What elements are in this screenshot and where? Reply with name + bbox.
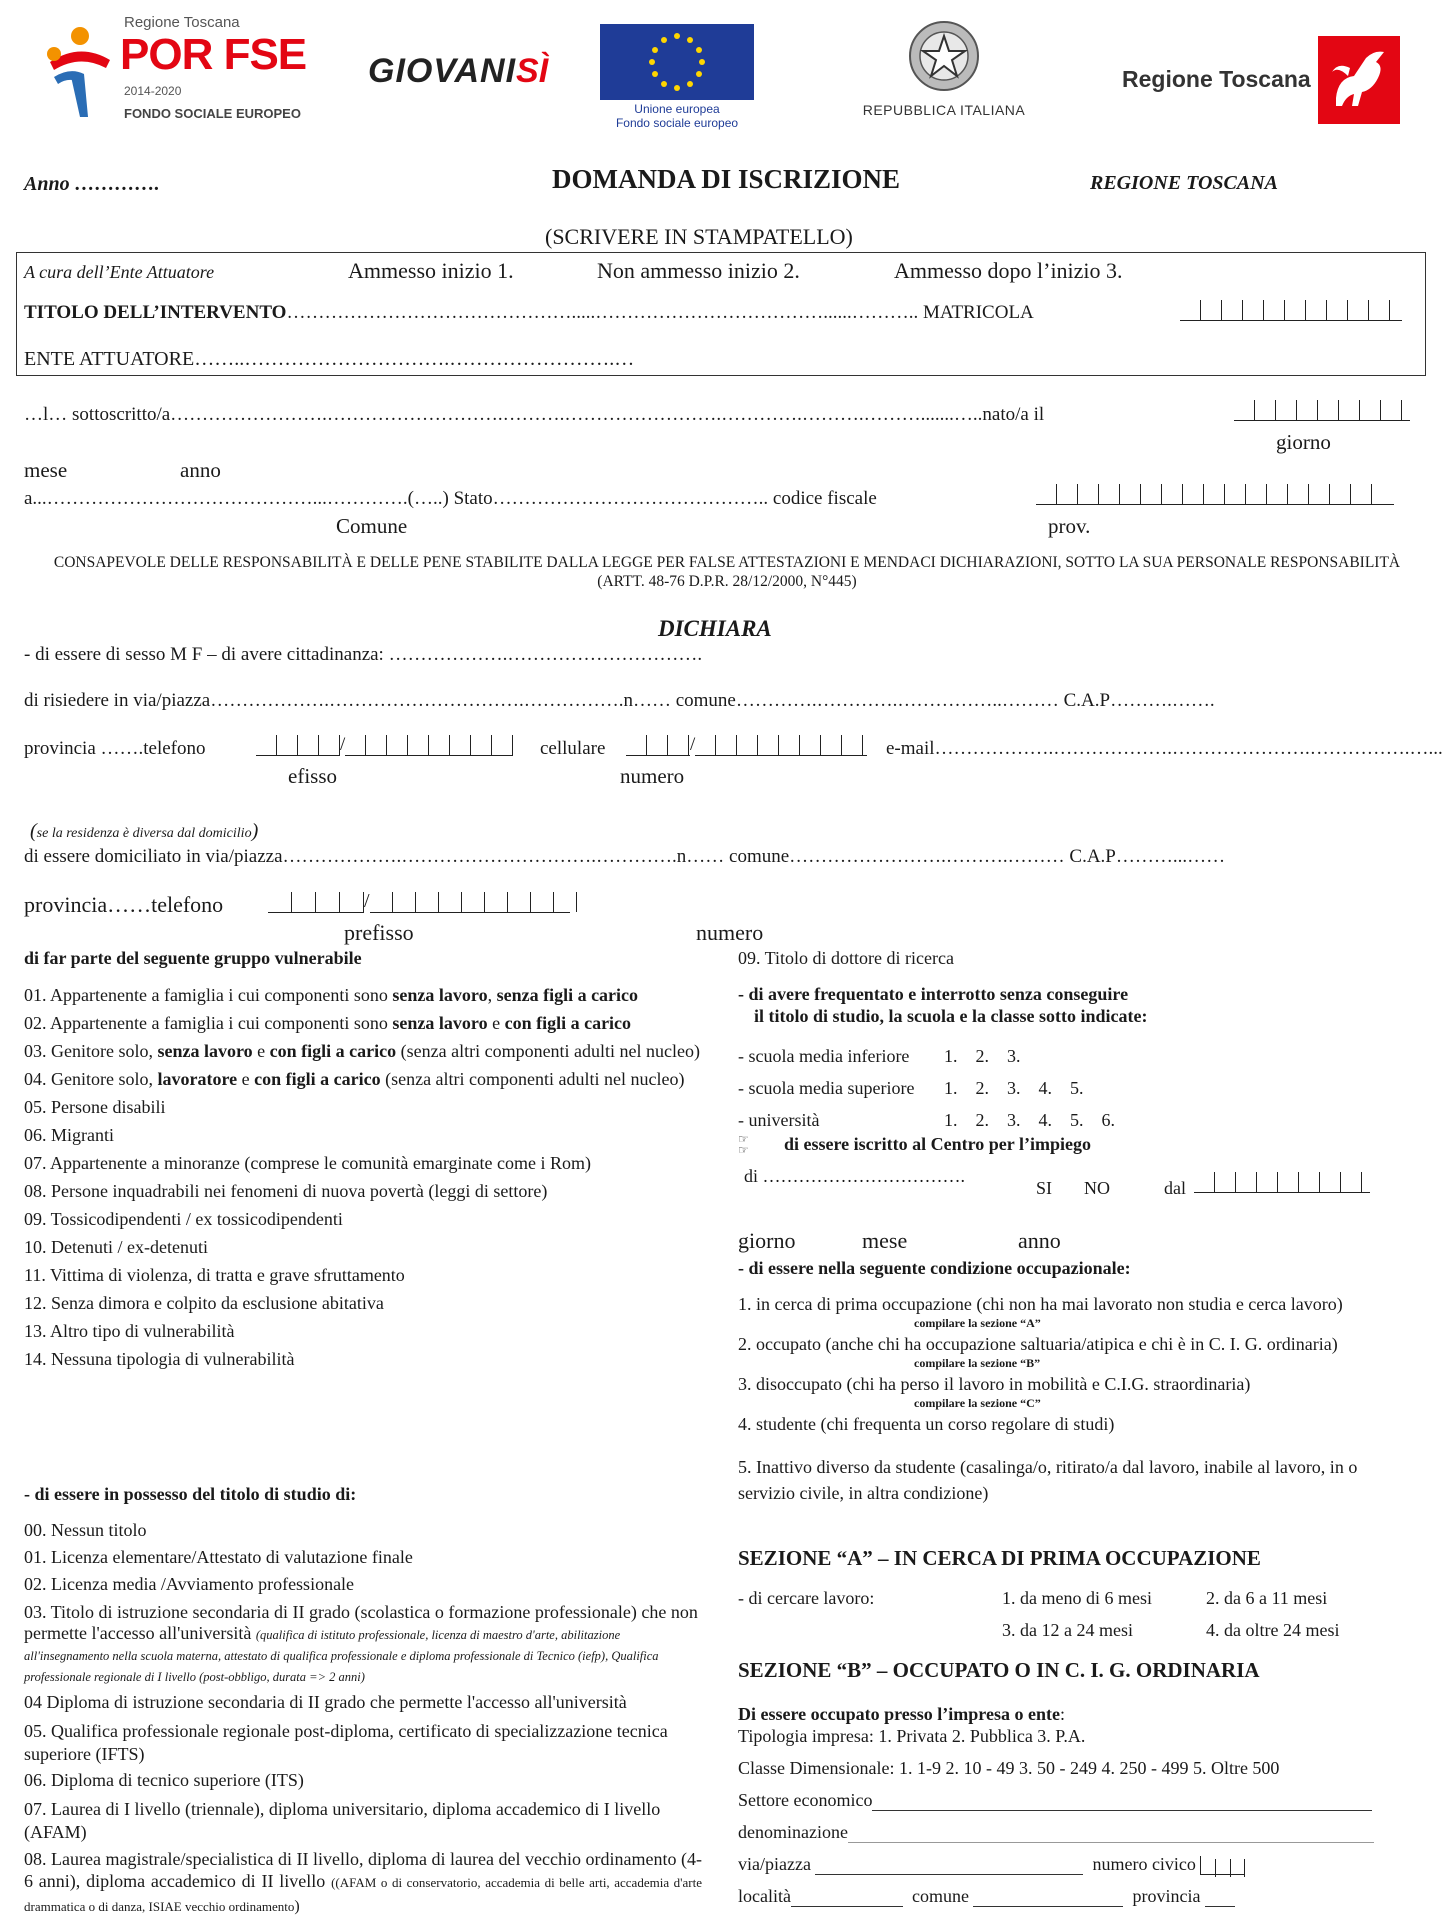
pegasus-icon (1318, 36, 1400, 124)
cellulare-boxes[interactable]: / (626, 734, 867, 756)
cercare-opt-4[interactable]: 4. da oltre 24 mesi (1206, 1620, 1340, 1640)
cellulare-label: cellulare (540, 738, 606, 759)
ammesso-inizio-option[interactable]: Ammesso inizio 1. (348, 258, 514, 283)
vulnerabile-item[interactable]: 14. Nessuna tipologia di vulnerabilità (24, 1349, 295, 1369)
emblem-star-icon (904, 16, 984, 100)
vulnerabile-item[interactable]: 12. Senza dimora e colpito da esclusione abitativa (24, 1293, 384, 1313)
email-field[interactable]: e-mail……………….……………….………………….…………….…... (886, 738, 1443, 759)
dal-label: dal (1164, 1178, 1186, 1198)
luogo-nascita-field[interactable]: a...……………………………………...………….(…..) Stato…………………………………….. codice fiscale (24, 488, 877, 509)
porfse-subtitle: FONDO SOCIALE EUROPEO (124, 106, 301, 121)
efisso-label: efisso (288, 764, 337, 788)
eu-logo (598, 24, 756, 130)
page-title: DOMANDA DI ISCRIZIONE (552, 164, 901, 194)
cercare-opt-3[interactable]: 3. da 12 a 24 mesi (1002, 1620, 1133, 1640)
denominazione-line[interactable] (848, 1824, 1374, 1843)
vulnerabile-item[interactable]: 05. Persone disabili (24, 1097, 166, 1117)
cercare-opt-2[interactable]: 2. da 6 a 11 mesi (1206, 1588, 1328, 1608)
comune-label: Comune (336, 514, 408, 538)
settore-economico-row[interactable] (738, 1790, 1372, 1811)
media-superiore-options[interactable]: 1. 2. 3. 4. 5. (944, 1078, 1084, 1098)
condizione-5[interactable]: 5. Inattivo diverso da studente (casalinga/o, ritirato/a dal lavoro, inabile al lavoro, in o servizio civile, in altra condizione) (738, 1457, 1358, 1503)
consapevole-notice: CONSAPEVOLE DELLE RESPONSABILITÀ E DELLE PENE STABILITE DALLA LEGGE PER FALSE ATTESTAZIONI E MENDACI DICHIARAZIONI, SOTTO LA SUA PERSONALE RESPONSABILITÀ (ARTT. 48-76 D.P.R. 28/12/2000, N°445) (53, 554, 1401, 590)
condizione-2-note: compilare la sezione “B” (914, 1356, 1041, 1370)
sottoscritto-field[interactable]: …l… sottoscritto/a…………………….……………………….……….…………………….………….……….……….......…..nato/a il (24, 404, 1045, 425)
hand-pointer-icon: ☞ ☞ (738, 1132, 749, 1157)
frequentato-heading2: il titolo di studio, la scuola e la classe sotto indicate: (754, 1006, 1148, 1026)
stampatello-note: (SCRIVERE IN STAMPATELLO) (545, 224, 853, 249)
localita-line[interactable] (791, 1888, 903, 1907)
se-residenza-note: (se la residenza è diversa dal domicilio) (30, 820, 259, 842)
denominazione-label: denominazione (738, 1822, 848, 1842)
eu-line1: Unione europea (634, 102, 720, 116)
residenza-row[interactable]: di risiedere in via/piazza……………….………………………….…………….n…… comune………….………….……………..……… C.A.P……….……. (24, 690, 1215, 711)
provincia-telefono2-label[interactable]: provincia……telefono (24, 892, 224, 917)
classe-dimensionale[interactable]: Classe Dimensionale: 1. 1-9 2. 10 - 49 3. 50 - 249 4. 250 - 499 5. Oltre 500 (738, 1758, 1280, 1778)
condizione-1-note: compilare la sezione “A” (914, 1316, 1041, 1330)
prov-label: prov. (1048, 514, 1091, 538)
localita-row[interactable] (738, 1886, 1235, 1907)
frequentato-heading1: - di avere frequentato e interrotto senza conseguire (738, 984, 1129, 1004)
dal-date-boxes[interactable] (1194, 1172, 1370, 1193)
titolo-03-main: 03. Titolo di istruzione secondaria di II grado (scolastica o formazione professionale) che non permette l'accesso all'università (24, 1602, 698, 1643)
titolo-06[interactable]: 06. Diploma di tecnico superiore (ITS) (24, 1770, 304, 1790)
codice-fiscale-boxes[interactable] (1036, 484, 1394, 505)
titolo-studio-heading: - di essere in possesso del titolo di studio di: (24, 1484, 357, 1504)
giovanisi-logo (368, 52, 548, 91)
vulnerabile-item[interactable]: 07. Appartenente a minoranze (comprese le comunità emarginate come i Rom) (24, 1153, 591, 1173)
tipologia-impresa[interactable]: Tipologia impresa: 1. Privata 2. Pubblica 3. P.A. (738, 1726, 1086, 1746)
occupato-presso-label: Di essere occupato presso l’impresa o ente (738, 1704, 1060, 1724)
sesso-cittadinanza-row[interactable]: - di essere di sesso M F – di avere cittadinanza: ……………….…………………………. (24, 644, 703, 665)
titolo-00[interactable]: 00. Nessun titolo (24, 1520, 147, 1540)
porfse-figure-icon (40, 22, 120, 122)
vulnerabile-heading: di far parte del seguente gruppo vulnerabile (24, 948, 362, 968)
mese-label: mese (24, 458, 68, 482)
dal-anno-label: anno (1018, 1228, 1061, 1253)
cercare-lavoro-label: - di cercare lavoro: (738, 1588, 875, 1608)
titolo-07[interactable]: 07. Laurea di I livello (triennale), diploma universitario, diploma accademico di I livello (AFAM) (24, 1799, 661, 1842)
repubblica-logo (852, 16, 1036, 124)
settore-economico-line[interactable] (872, 1792, 1372, 1811)
provincia-telefono-label[interactable]: provincia …….telefono (24, 738, 206, 759)
vulnerabile-list (24, 984, 700, 1376)
titolo-08-main: 08. Laurea magistrale/specialistica di II livello, diploma di laurea del vecchio ordinamento (4-6 anni), diploma accademico di II livello (24, 1849, 702, 1891)
localita-label: località (738, 1886, 791, 1906)
sezione-b-heading: SEZIONE “B” – OCCUPATO O IN C. I. G. ORDINARIA (738, 1658, 1260, 1682)
se-residenza-text: se la residenza è diversa dal domicilio (36, 826, 252, 841)
vulnerabile-item[interactable]: 09. Tossicodipendenti / ex tossicodipendenti (24, 1209, 343, 1229)
no-option[interactable]: NO (1084, 1178, 1110, 1198)
prefisso-label: prefisso (344, 920, 414, 945)
via-piazza-label: via/piazza (738, 1854, 811, 1874)
media-inferiore-label: - scuola media inferiore (738, 1046, 910, 1066)
porfse-region-label: Regione Toscana (124, 14, 240, 31)
titolo-03[interactable] (24, 1602, 702, 1686)
dichiara-heading: DICHIARA (658, 616, 772, 641)
settore-economico-label: Settore economico (738, 1790, 873, 1810)
region-label: REGIONE TOSCANA (1090, 172, 1279, 194)
porfse-title: POR FSE (120, 30, 307, 79)
via-piazza-row[interactable] (738, 1854, 1245, 1875)
giorno-label: giorno (1276, 430, 1331, 454)
matricola-boxes[interactable] (1180, 300, 1402, 321)
vulnerabile-item[interactable]: 04. Genitore solo, lavoratore e con figli a carico (senza altri componenti adulti nel nucleo) (24, 1069, 685, 1089)
condizione-3-note: compilare la sezione “C” (914, 1396, 1041, 1410)
eu-flag-icon (600, 24, 754, 100)
vulnerabile-item[interactable]: 11. Vittima di violenza, di tratta e grave sfruttamento (24, 1265, 405, 1285)
ente-attuatore-dots: ……..………………………….…………………….… (194, 348, 635, 370)
regione-toscana-logo (1318, 36, 1400, 124)
titolo-intervento-row[interactable] (24, 302, 1034, 324)
numero2-label: numero (696, 920, 764, 945)
porfse-logo (40, 14, 307, 126)
giovanisi-text: GIOVANI (368, 52, 517, 90)
provincia-b-label: provincia (1132, 1886, 1201, 1906)
provincia-b-line[interactable] (1205, 1888, 1235, 1907)
via-piazza-line[interactable] (815, 1856, 1083, 1875)
cercare-opt-1[interactable]: 1. da meno di 6 mesi (1002, 1588, 1152, 1608)
titolo-09[interactable]: 09. Titolo di dottore di ricerca (738, 948, 954, 968)
numero-civico-label: numero civico (1092, 1854, 1196, 1874)
titolo-08[interactable]: 08. Laurea magistrale/specialistica di II livello, diploma di laurea del vecchio ordinamento (4-6 anni), diploma accademico di II livello ((AFAM o di conservatorio, accademia di belle arti, accademia d'arte drammatica o di danza, ISIAE vecchio ordinamento) (24, 1849, 702, 1915)
condizione-4[interactable]: 4. studente (chi frequenta un corso regolare di studi) (738, 1414, 1115, 1434)
ente-attuatore-label: ENTE ATTUATORE (24, 348, 195, 370)
occupato-presso-row: Di essere occupato presso l’impresa o ente: (738, 1704, 1065, 1724)
ente-attuatore-row[interactable] (24, 348, 634, 371)
a-cura-label: A cura dell’Ente Attuatore (24, 262, 215, 282)
titolo-intervento-label: TITOLO DELL’INTERVENTO (24, 302, 287, 323)
universita-options[interactable]: 1. 2. 3. 4. 5. 6. (944, 1110, 1115, 1130)
titolo-03-detail: (qualifica di istituto professionale, licenza di maestro d'arte, abilitazione all'insegnamento nella scuola materna, attestato di qualifica professionale e diploma professionale di Tecnico (iefp), Qualifica professionale regionale di I livello (post-obbligo, durata => 2 anni) (24, 1628, 659, 1684)
condizione-heading: - di essere nella seguente condizione occupazionale: (738, 1258, 1131, 1278)
porfse-years: 2014-2020 (124, 84, 182, 98)
anno-field[interactable]: Anno …………. (24, 173, 160, 195)
centro-impiego-di-field[interactable]: di ……………………………. (744, 1166, 966, 1186)
anno-label: anno (180, 458, 221, 482)
telefono-domicilio-boxes[interactable]: / (268, 890, 570, 913)
titolo-intervento-dots: ……………………………………….....………………………………......……….. MATRICOLA (286, 302, 1034, 323)
repubblica-label: REPUBBLICA ITALIANA (862, 102, 1026, 118)
centro-impiego-label: di essere iscritto al Centro per l’impiego (784, 1134, 1091, 1154)
vulnerabile-item[interactable]: 08. Persone inquadrabili nei fenomeni di nuova povertà (leggi di settore) (24, 1181, 548, 1201)
vulnerabile-item[interactable]: 02. Appartenente a famiglia i cui componenti sono senza lavoro e con figli a carico (24, 1013, 632, 1033)
dal-mese-label: mese (862, 1228, 908, 1253)
titolo-04[interactable]: 04 Diploma di istruzione secondaria di II grado che permette l'accesso all'università (24, 1692, 627, 1712)
denominazione-row[interactable] (738, 1822, 1374, 1843)
non-ammesso-option[interactable]: Non ammesso inizio 2. (597, 258, 800, 283)
comune-b-line[interactable] (973, 1888, 1123, 1907)
universita-label: - università (738, 1110, 820, 1130)
titolo-01[interactable]: 01. Licenza elementare/Attestato di valutazione finale (24, 1547, 413, 1567)
numero-label: numero (620, 764, 685, 788)
vulnerabile-item[interactable]: 10. Detenuti / ex-detenuti (24, 1237, 208, 1257)
condizione-2[interactable]: 2. occupato (anche chi ha occupazione saltuaria/atipica e chi è in C. I. G. ordinaria) (738, 1334, 1338, 1354)
dal-giorno-label: giorno (738, 1228, 796, 1253)
titolo-05[interactable]: 05. Qualifica professionale regionale post-diploma, certificato di specializzazione tecnica superiore (IFTS) (24, 1721, 668, 1764)
media-inferiore-options[interactable]: 1. 2. 3. (944, 1046, 1021, 1066)
si-option[interactable]: SI (1036, 1178, 1053, 1198)
titolo-08-detail: (AFAM o di conservatorio, accademia di belle arti, accademia d'arte drammatica o di danza, ISIAE vecchio ordinamento (24, 1875, 702, 1914)
comune-b-label: comune (911, 1886, 969, 1906)
giovanisi-si: SÌ (516, 52, 549, 90)
domicilio-row[interactable]: di essere domiciliato in via/piazza……………….………………………….………….n…… comune…………………….……….……… C.A.P………...…… (24, 846, 1226, 867)
telefono-fisso-boxes[interactable]: / (256, 734, 513, 756)
eu-line2: Fondo sociale europeo (615, 116, 739, 130)
vulnerabile-item[interactable]: 01. Appartenente a famiglia i cui componenti sono senza lavoro, senza figli a carico (24, 985, 639, 1005)
vulnerabile-item[interactable]: 13. Altro tipo di vulnerabilità (24, 1321, 235, 1341)
condizione-1[interactable]: 1. in cerca di prima occupazione (chi non ha mai lavorato non studia e cerca lavoro) (738, 1294, 1343, 1314)
data-nascita-boxes[interactable] (1234, 400, 1410, 421)
condizione-3[interactable]: 3. disoccupato (chi ha perso il lavoro in mobilità e C.I.G. straordinaria) (738, 1374, 1251, 1394)
media-superiore-label: - scuola media superiore (738, 1078, 915, 1098)
vulnerabile-item[interactable]: 06. Migranti (24, 1125, 114, 1145)
vulnerabile-item[interactable]: 03. Genitore solo, senza lavoro e con figli a carico (senza altri componenti adulti nel nucleo) (24, 1041, 701, 1061)
regione-toscana-label: Regione Toscana (1122, 66, 1311, 92)
titolo-02[interactable]: 02. Licenza media /Avviamento professionale (24, 1574, 355, 1594)
sezione-a-heading: SEZIONE “A” – IN CERCA DI PRIMA OCCUPAZIONE (738, 1546, 1261, 1570)
ammesso-dopo-option[interactable]: Ammesso dopo l’inizio 3. (894, 258, 1123, 283)
